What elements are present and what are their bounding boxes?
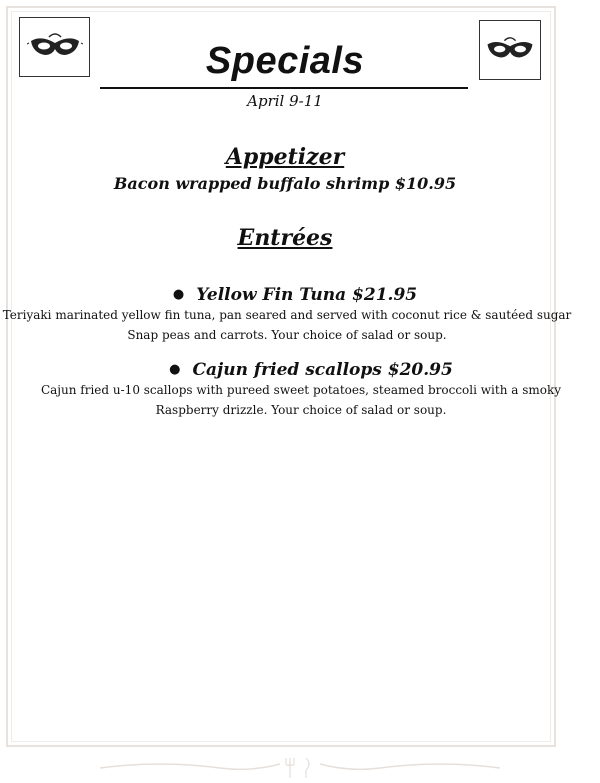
- appetizer-item: Bacon wrapped buffalo shrimp $10.95: [113, 174, 457, 193]
- date-range: April 9-11: [247, 92, 323, 110]
- page-title: Specials: [205, 40, 365, 82]
- entree-title: [10, 285, 580, 305]
- bullet-icon: ●: [172, 287, 185, 302]
- entree-title: [26, 360, 596, 380]
- entree-description: [2, 305, 572, 345]
- entree-title-text: Yellow Fin Tuna $21.95: [196, 285, 418, 305]
- entree-description: [16, 380, 586, 420]
- title-underline: [100, 87, 468, 89]
- cutlery-flourish-icon: [100, 750, 500, 783]
- entree-description-line: Snap peas and carrots. Your choice of salad or soup.: [127, 328, 447, 342]
- entree-description-line: Teriyaki marinated yellow fin tuna, pan seared and served with coconut rice & sautéed sugar: [2, 308, 572, 322]
- appetizer-heading: Appetizer: [225, 144, 345, 170]
- entree-description-line: Raspberry drizzle. Your choice of salad or soup.: [155, 403, 447, 417]
- entree-description-line: Cajun fried u-10 scallops with pureed sweet potatoes, steamed broccoli with a smoky: [40, 383, 562, 397]
- entrees-heading: Entrées: [237, 225, 333, 251]
- bullet-icon: ●: [169, 362, 181, 377]
- entree-title-text: Cajun fried scallops $20.95: [192, 360, 453, 380]
